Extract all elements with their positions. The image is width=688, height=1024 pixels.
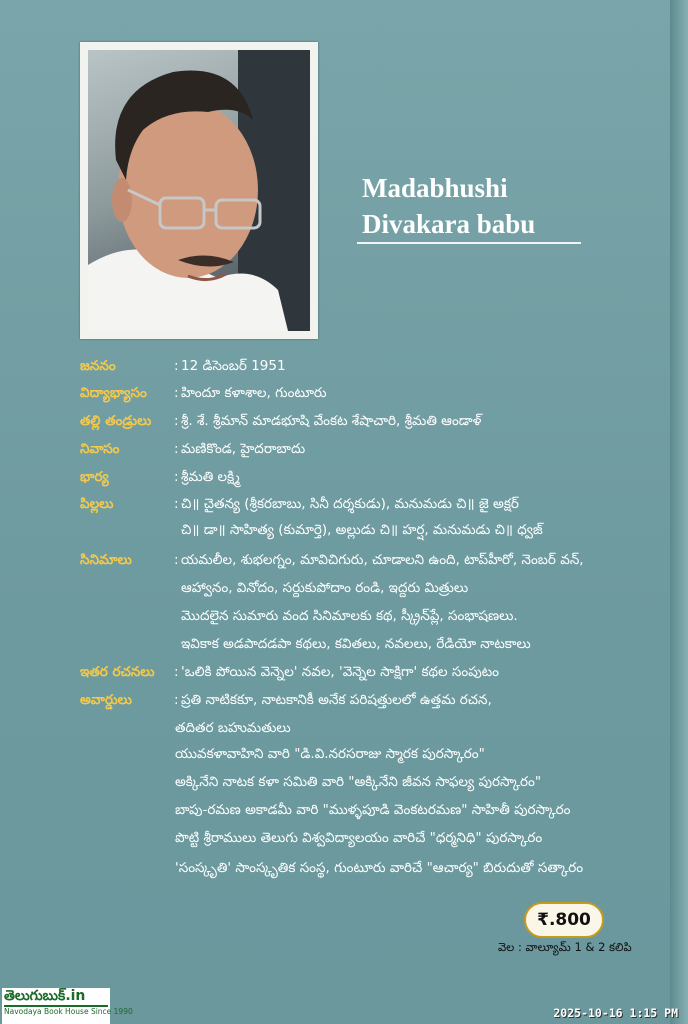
author-photo (88, 50, 310, 331)
detail-continuation: యువకళావాహిని వారి "డి.వి.నరసరాజు స్మారక పురస్కారం" (175, 746, 485, 762)
book-spine-edge (670, 0, 688, 1024)
detail-continuation: 'సంస్కృతి' సాంస్కృతిక సంస్థ, గుంటూరు వారిచే "ఆచార్య" బిరుదుతో సత్కారం (175, 860, 584, 876)
detail-value: ప్రతి నాటికకూ, నాటకానికీ అనేక పరిషత్తులలో ఉత్తమ రచన, (181, 692, 492, 708)
detail-continuation: తదితర బహుమతులు (175, 720, 291, 736)
detail-continuation: పొట్టి శ్రీరాములు తెలుగు విశ్వవిద్యాలయం వారిచే "ధర్మనిధి" పురస్కారం (175, 830, 543, 846)
detail-colon: : (174, 358, 179, 374)
detail-continuation: అక్కినేని నాటక కళా సమితి వారి "అక్కినేని జీవన సాఫల్య పురస్కారం" (175, 774, 542, 790)
watermark-logo (2, 988, 133, 1024)
detail-label: ఇతర రచనలు (80, 664, 155, 680)
name-underline (357, 242, 581, 244)
detail-label: అవార్డులు (80, 692, 132, 708)
logo-subtitle: Navodaya Book House Since 1990 (4, 1007, 133, 1016)
detail-value: శ్రీమతి లక్ష్మి (181, 469, 240, 485)
author-portrait-illustration (88, 50, 310, 331)
detail-value: హిందూ కళాశాల, గుంటూరు (181, 385, 327, 401)
author-photo-frame (80, 42, 318, 339)
detail-colon: : (174, 469, 179, 485)
author-name-line1: Madabhushi (362, 173, 508, 203)
detail-colon: : (174, 692, 179, 708)
logo-title: తెలుగుబుక్.in (4, 988, 86, 1004)
detail-label: భార్య (80, 469, 109, 485)
price-badge: ₹.800 (524, 902, 604, 938)
photo-timestamp: 2025-10-16 1:15 PM (553, 1006, 678, 1020)
detail-label: తల్లి తండ్రులు (80, 413, 152, 429)
detail-continuation: ఇవికాక అడపాదడపా కథలు, కవితలు, నవలలు, రేడియో నాటకాలు (181, 636, 531, 652)
price-note: వెల : వాల్యూమ్ 1 & 2 కలిపి (498, 940, 632, 954)
detail-colon: : (174, 496, 179, 512)
detail-colon: : (174, 413, 179, 429)
author-name (362, 170, 582, 242)
detail-value: 'ఒలికి పోయిన వెన్నెల' నవల, 'వెన్నెల సాక్షిగా' కథల సంపుటం (181, 664, 499, 680)
detail-colon: : (174, 664, 179, 680)
detail-continuation: బాపు-రమణ అకాడమీ వారి "ముళ్ళపూడి వెంకటరమణ" సాహితీ పురస్కారం (175, 802, 571, 818)
detail-label: విద్యాభ్యాసం (80, 385, 147, 401)
detail-continuation: మొదలైన సుమారు వంద సినిమాలకు కథ, స్క్రీన్‌ప్లే, సంభాషణలు. (181, 608, 518, 624)
detail-colon: : (174, 552, 179, 568)
detail-label: సినిమాలు (80, 552, 132, 568)
detail-value: యమలీల, శుభలగ్నం, మావిచిగురు, చూడాలని ఉంది, టాప్‌హీరో, నెంబర్ వన్, (181, 552, 584, 568)
detail-value: శ్రీ. శే. శ్రీమాన్ మాడభూషి వేంకట శేషాచారి, శ్రీమతి ఆండాళ్ (181, 413, 482, 429)
detail-value: చి॥ చైతన్య (శ్రీకరబాబు, సినీ దర్శకుడు), మనుమడు చి॥ జై అక్షర్ (181, 496, 519, 512)
author-name-line2: Divakara babu (362, 209, 536, 239)
detail-value: 12 డిసెంబర్ 1951 (181, 358, 286, 374)
detail-label: జననం (80, 358, 116, 374)
detail-colon: : (174, 441, 179, 457)
detail-value: మణికొండ, హైదరాబాదు (181, 441, 306, 457)
detail-colon: : (174, 385, 179, 401)
detail-label: పిల్లలు (80, 496, 114, 512)
detail-continuation: చి॥ డా॥ సాహిత్య (కుమార్తె), అల్లుడు చి॥ హర్ష, మనుమడు చి॥ ధ్వజ్ (181, 522, 543, 538)
detail-label: నివాసం (80, 441, 120, 457)
detail-continuation: ఆహ్వానం, వినోదం, సర్దుకుపోదాం రండి, ఇద్దరు మిత్రులు (181, 580, 469, 596)
